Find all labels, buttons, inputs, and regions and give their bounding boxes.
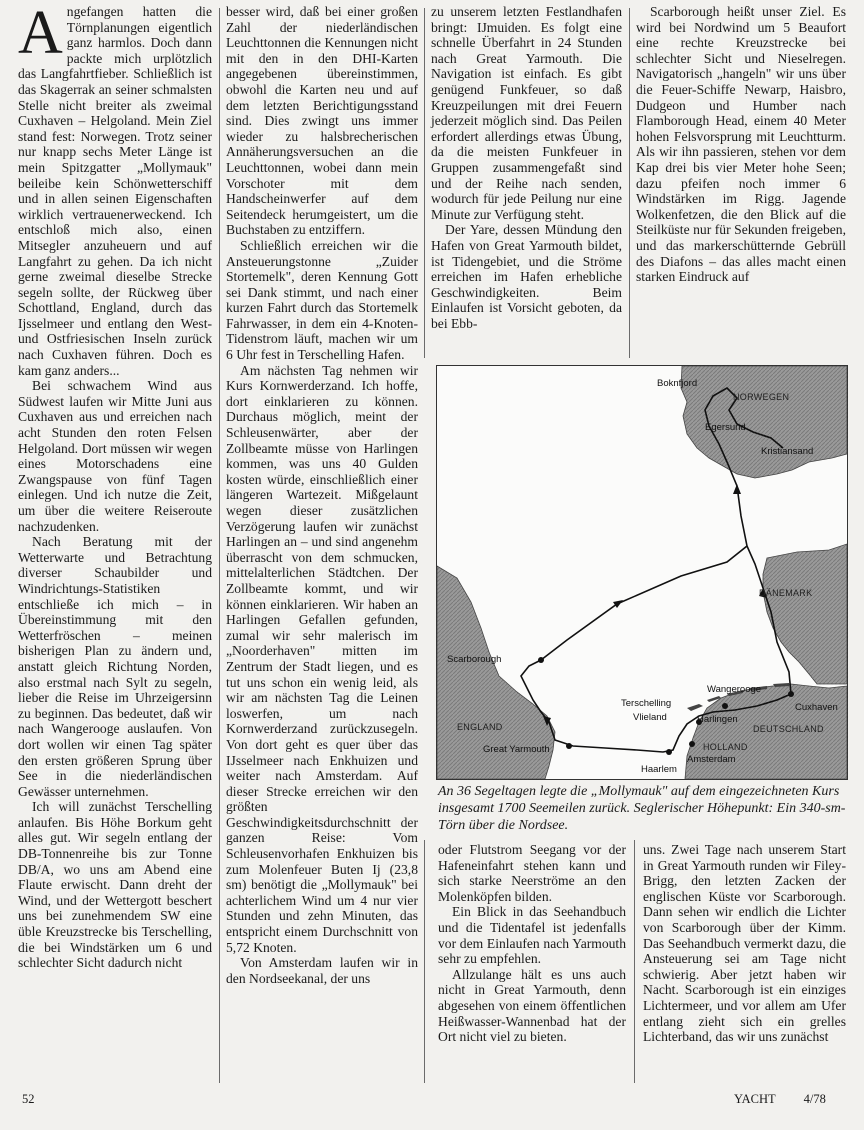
article-column-4 [636, 4, 846, 285]
map-label-kristiansand: Kristiansand [761, 446, 814, 457]
paragraph: Schließlich erreichen wir die Ansteuerungstonne „Zuider Stortemelk", deren Kennung Gott sei Dank stimmt, und nach einer kurzen Fahrt durch das Stortemelk Fahrwasser, in dem ein 4-Knoten-Tidenstrom läuft, machen wir um 6 Uhr fest in Terschelling Hafen. [226, 237, 418, 363]
map-label-amsterdam: Amsterdam [687, 754, 736, 765]
map-label-haarlem: Haarlem [641, 764, 677, 775]
map-label-holland: HOLLAND [703, 742, 748, 752]
paragraph: Ich will zunächst Terschelling anlaufen. Bis Höhe Borkum geht alles gut. Wir segeln entlang der DB-Tonnenreihe bis zur Tonne DB/A, wo uns am Abend eine Flaute erwischt. Dann dreht der Wind, und der Wettergott beschert uns bei zunehmendem SW eine üble Kreuzstrecke bis Terschelling, die bei Windstärken um 6 und schlechter Sicht dadurch nicht [18, 799, 212, 971]
paragraph: Der Yare, dessen Mündung den Hafen von Great Yarmouth bildet, ist Tidengebiet, und die Ströme erreichen im Hafen erhebliche Geschwindigkeiten. Beim Einlaufen ist Vorsicht geboten, da bei Ebb- [431, 222, 622, 331]
column-rule [629, 8, 630, 358]
paragraph: ngefangen hatten die Törnplanungen eigentlich ganz harmlos. Doch dann packte mich urplötzlich das Langfahrtfieber. Schließlich ist das Skagerrak an seiner schmalsten Stelle nicht breiter als zweimal Cuxhaven – Helgoland. Mein Ziel stand fest: Norwegen. Trotz seiner nur knapp sechs Meter Länge ist mein Spitzgatter „Mollymauk" beileibe kein Schönwetterschiff und in allen seinen Eigenschaften wirklich vertrauenerweckend. Ich entschloß mich also, einen Mitsegler anzuheuern und auf Langfahrt zu gehen. Da ich nicht gerne zweimal dieselbe Strecke segeln sollte, der Rückweg über Schottland, England, durch das Ijsselmeer und entlang den West- und Ostfriesischen Inseln zurück nach Cuxhaven führen. Doch es kam ganz anders... [18, 4, 212, 378]
map-label-great-yarmouth: Great Yarmouth [483, 744, 550, 755]
paragraph: Bei schwachem Wind aus Südwest laufen wir Mitte Juni aus Cuxhaven aus und erreichen nach acht Stunden den roten Felsen Helgoland. Dort müssen wir wegen eines Motorschadens eine Zwangspause von fünf Tagen einlegen. Und ich nutze die Zeit, um über die weitere Reiseroute nachzudenken. [18, 378, 212, 534]
paragraph: Am nächsten Tag nehmen wir Kurs Kornwerderzand. Ich hoffe, dort einklarieren zu können. Durchaus möglich, meint der Schleusenwärter, aber der Zollbeamte müsse von Harlingen kommen, was uns 40 Gulden kosten würde, einschließlich einer längeren Wartezeit. Mißgelaunt wegen dieser zusätzlichen Verzögerung laufen wir zunächst Harlingen an – und sind angenehm überrascht von dem schmucken, mittelalterlichen Städtchen. Der Zollbeamte kommt, und wir können einklarieren. Wir haben an Harlingen Gefallen gefunden, zumal wir sehr malerisch im „Noorderhaven" mitten im Zentrum der Stadt liegen, und es tut uns schon ein wenig leid, als wir am nächsten Tag die Leinen loswerfen, um nach Kornwerderzand zurückzusegeln. Von dort geht es quer über das IJsselmeer nach Enkhuizen und weiter nach Amsterdam. Auf dieser Strecke erreichen wir den größten Geschwindigkeitsdurchschnitt der ganzen Reise: Vom Schleusenvorhafen Enkhuizen bis zum Molenfeuer Buten Ij (23,8 sm) benötigt die „Mollymauk" bei achterlichem Wind um 4 nur vier Stunden und zehn Minuten, das entspricht einem Durchschnitt von 5,72 Knoten. [226, 362, 418, 955]
port-dot [566, 743, 572, 749]
article-column-4-bottom [643, 842, 846, 1045]
paragraph: Nach Beratung mit der Wetterwarte und Betrachtung diverser Schaubilder und Windrichtungs-Statistiken entschließe ich mich – in Übereinstimmung mit den Wetterfröschen – meinen bisherigen Plan zu ändern und, anstatt gleich Richtung Norden, also erstmal nach Sylt zu segeln, lieber die Reise im Uhrzeigersinn zu beginnen. Das bedeutet, daß wir nach Wangerooge auslaufen. Von dort wollen wir einen Tag später den ersten größeren Sprung über See in die niederländischen Gewässer unternehmen. [18, 534, 212, 799]
route-map [436, 365, 848, 780]
column-rule [634, 840, 635, 1083]
route-arrow [613, 600, 623, 608]
port-dot [722, 703, 728, 709]
map-label-cuxhaven: Cuxhaven [795, 702, 838, 713]
column-rule [219, 8, 220, 1083]
map-label-egersund: Egersund [705, 422, 746, 433]
paragraph: Von Amsterdam laufen wir in den Nordseekanal, der uns [226, 955, 418, 986]
map-label-norwegen: NORWEGEN [733, 392, 790, 402]
port-dot [788, 691, 794, 697]
article-column-3 [431, 4, 622, 331]
magazine-name: YACHT [734, 1092, 776, 1106]
paragraph: Scarborough heißt unser Ziel. Es wird bei Nordwind um 5 Beaufort eine rechte Kreuzstrecke bei schlechter Sicht und Nieselregen. Navigatorisch „hangeln" wir uns über die Feuer-Schiffe Newarp, Haisbro, Dudgeon und Humber nach Flamborough Head, einem 40 Meter hohen Felsvorsprung mit Leuchtturm. Als wir ihn passieren, stehen vor dem Kap drei bis vier Meter hohe Seen; dazu pfeifen noch immer 6 Windstärken im Rigg. Jagende Wolkenfetzen, die den Blick auf die Steilküste nur für Sekunden freigeben, und das markerschütternde Gebrüll des Diafons – das alles macht einen starken Eindruck auf [636, 4, 846, 285]
article-column-1 [18, 0, 212, 971]
article-column-2 [226, 4, 418, 986]
issue-number: 4/78 [803, 1092, 826, 1106]
drop-cap: A [18, 0, 63, 67]
paragraph: zu unserem letzten Festlandhafen bringt: IJmuiden. Es folgt eine schnelle Überfahrt in 24 Stunden nach Great Yarmouth. Die Navigation ist einfach. Es gibt genügend Funkfeuer, so daß Kreuzpeilungen mit drei Feuern jederzeit möglich sind. Das Peilen erfordert allerdings etwas Übung, da die meisten Funkfeuer in Gruppen zusammengefaßt sind und der Reihe nach senden, wodurch für jede Peilung nur eine Minute zur Verfügung steht. [431, 4, 622, 222]
map-label-daenemark: DÄNEMARK [759, 588, 813, 598]
article-column-3-bottom [438, 842, 626, 1045]
map-label-vlieland: Vlieland [633, 712, 667, 723]
map-label-wangerooge: Wangerooge [707, 684, 762, 695]
route-arrow [733, 484, 741, 494]
map-label-harlingen: Harlingen [697, 714, 738, 725]
map-label-deutschland: DEUTSCHLAND [753, 724, 824, 734]
land-denmark [763, 544, 847, 684]
paragraph: uns. Zwei Tage nach unserem Start in Great Yarmouth runden wir Filey-Brigg, den letzten Zacken der englischen Küste vor Scarborough. Dann sehen wir endlich die Lichter von Scarborough über der Kimm. Das Seehandbuch vermerkt dazu, die Ansteuerung sei am Tage nicht schwierig. Aber jetzt haben wir Nacht. Scarborough ist ein einziges Lichtermeer, und vor allem am Ufer entlang zieht sich ein grelles Lichterband, das wir uns zunächst [643, 842, 846, 1045]
route-map-svg [437, 366, 847, 779]
page-number: 52 [22, 1092, 35, 1106]
map-label-england: ENGLAND [457, 722, 503, 732]
port-dot [689, 741, 695, 747]
map-caption: An 36 Segeltagen legte die „Mollymauk" auf dem eingezeichneten Kurs insgesamt 1700 Seemeilen zurück. Seglerischer Höhepunkt: Ein 340-sm-Törn über die Nordsee. [438, 784, 846, 833]
paragraph: besser wird, daß bei einer großen Zahl der niederländischen Leuchttonnen die Kennungen nicht mit den in den DHI-Karten angegebenen übereinstimmen, obwohl die Karten neu und auf dem letzten Berichtigungsstand sind. Dies zwingt uns immer wieder zu halsbrecherischen Annäherungsversuchen an die Leuchttonnen, wobei dann mein Vorschoter mit dem Handscheinwerfer auf dem Seitendeck herumgeistert, um die Buchstaben zu entziffern. [226, 4, 418, 238]
map-label-terschelling: Terschelling [621, 698, 672, 709]
map-label-boknfjord: Boknfjord [657, 378, 698, 389]
magazine-footer [734, 1092, 826, 1107]
port-dot [538, 657, 544, 663]
paragraph: Ein Blick in das Seehandbuch und die Tidentafel ist jedenfalls vor dem Einlaufen nach Yarmouth sehr zu empfehlen. [438, 904, 626, 967]
column-rule [424, 8, 425, 358]
paragraph: oder Flutstrom Seegang vor der Hafeneinfahrt stehen kann und sich starke Neerströme an den Molenköpfen bilden. [438, 842, 626, 904]
map-label-scarborough: Scarborough [447, 654, 502, 665]
paragraph: Allzulange hält es uns auch nicht in Great Yarmouth, denn abgesehen von einem öffentlichen Heißwasser-Wannenbad hat der Ort nicht viel zu bieten. [438, 966, 626, 1045]
column-rule [424, 840, 425, 1083]
port-dot [666, 749, 672, 755]
